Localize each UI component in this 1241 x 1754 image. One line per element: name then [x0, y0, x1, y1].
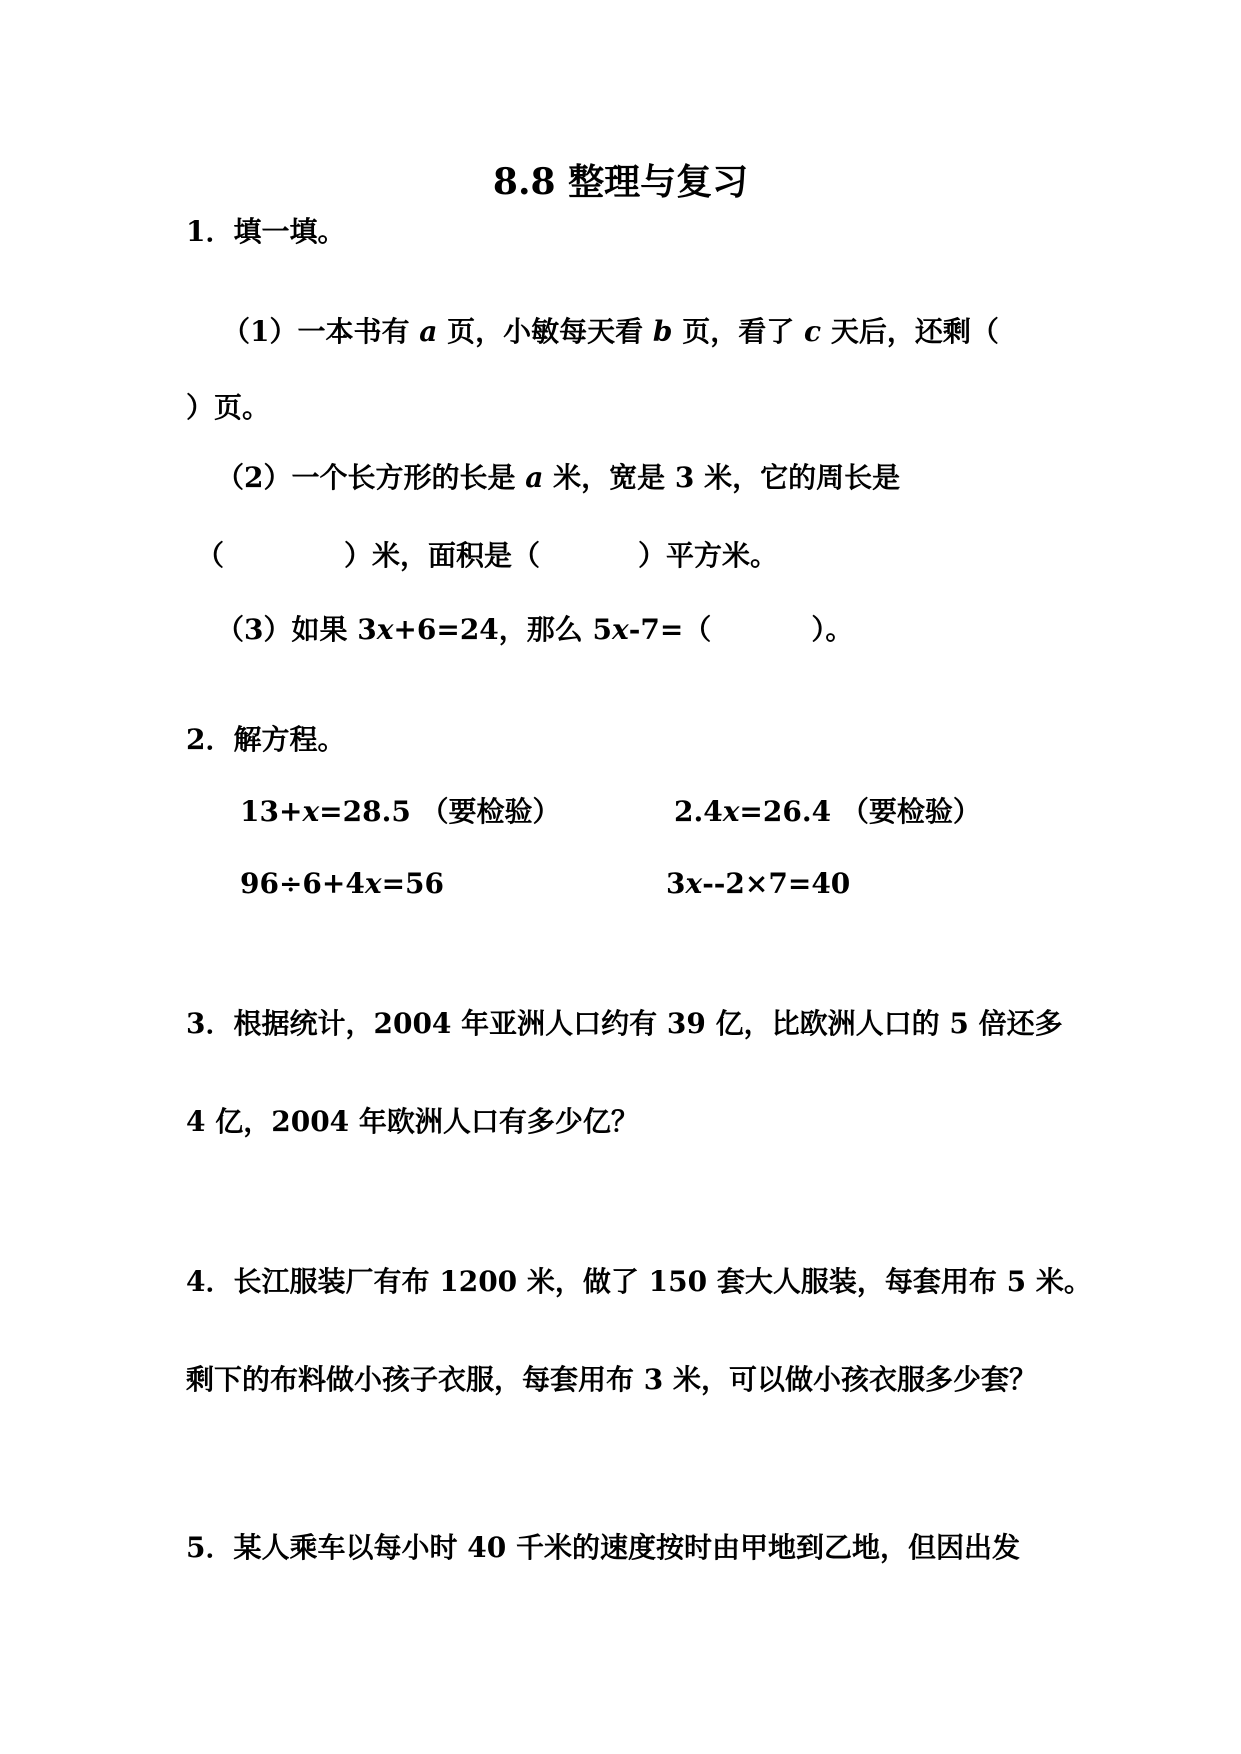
page-title: 8.8 整理与复习 — [492, 161, 749, 203]
q2-eq3-text-a: 96÷6+4 — [240, 867, 365, 900]
q2-eq2-text-b: =26.4 （要检验） — [739, 795, 981, 828]
q1-part3-var-x1: x — [376, 613, 394, 646]
q2-equation-4 — [666, 866, 850, 902]
q1-part3-var-x2: x — [612, 613, 629, 646]
q1-part1-text-d: 天后，还剩（ — [830, 315, 999, 348]
q1-part2-text-b: 米，宽是 3 米，它的周长是 — [553, 461, 901, 494]
q1-part2-mid-text: ）米，面积是（ — [344, 539, 541, 572]
q4-line-1: 4．长江服装厂有布 1200 米，做了 150 套大人服装，每套用布 5 米。 — [186, 1265, 1092, 1298]
q3-line-1: 3．根据统计，2004 年亚洲人口约有 39 亿，比欧洲人口的 5 倍还多 — [186, 1007, 1063, 1040]
q1-heading: 1．填一填。 — [186, 215, 346, 248]
q1-part1-var-c: c — [804, 315, 822, 348]
q2-equation-2 — [674, 794, 981, 830]
q1-part2-line2 — [196, 538, 778, 574]
q2-eq3-var-x: x — [364, 867, 382, 900]
q5-line-1: 5．某人乘车以每小时 40 千米的速度按时由甲地到乙地，但因出发 — [186, 1531, 1020, 1564]
q1-part2-text-a: （2）一个长方形的长是 — [216, 461, 516, 494]
q2-eq1-text-a: 13+ — [240, 795, 303, 828]
q2-eq2-text-a: 2.4 — [674, 795, 723, 828]
q1-part2-var-a: a — [525, 461, 544, 494]
q2-equation-1 — [240, 794, 561, 830]
q2-eq3-text-b: =56 — [381, 867, 444, 900]
q2-eq4-var-x: x — [685, 867, 703, 900]
q1-part1-line1 — [222, 314, 999, 350]
q2-heading: 2．解方程。 — [186, 723, 346, 756]
q1-part1-text-c: 页，看了 — [682, 315, 795, 348]
q2-eq2-var-x: x — [722, 795, 740, 828]
q1-part3-text-a: （3）如果 3 — [216, 613, 377, 646]
q1-part3-text-b: +6=24，那么 5 — [393, 613, 613, 646]
q1-part1-text-a: （1）一本书有 — [222, 315, 410, 348]
q4-line-2: 剩下的布料做小孩子衣服，每套用布 3 米，可以做小孩衣服多少套？ — [186, 1363, 1037, 1396]
q1-part3-text-c: -7=（ — [628, 613, 712, 646]
q1-part1-text-b: 页，小敏每天看 — [447, 315, 644, 348]
q1-part3-end: ）。 — [811, 613, 854, 646]
q1-part2-open-paren: （ — [196, 539, 225, 572]
q1-part1-var-b: b — [652, 315, 673, 348]
q2-equation-3 — [240, 866, 444, 902]
q2-eq1-text-b: =28.5 （要检验） — [319, 795, 561, 828]
q1-part1-var-a: a — [419, 315, 438, 348]
q3-line-2: 4 亿，2004 年欧洲人口有多少亿？ — [186, 1105, 639, 1138]
q1-part2-end-text: ）平方米。 — [638, 539, 779, 572]
q1-part1-line2: ）页。 — [186, 391, 271, 424]
q1-part3-line — [216, 612, 853, 648]
q2-eq1-var-x: x — [302, 795, 320, 828]
q2-eq4-text-a: 3 — [666, 867, 686, 900]
q2-eq4-text-b: --2×7=40 — [702, 867, 851, 900]
q1-part2-line1 — [216, 460, 900, 496]
